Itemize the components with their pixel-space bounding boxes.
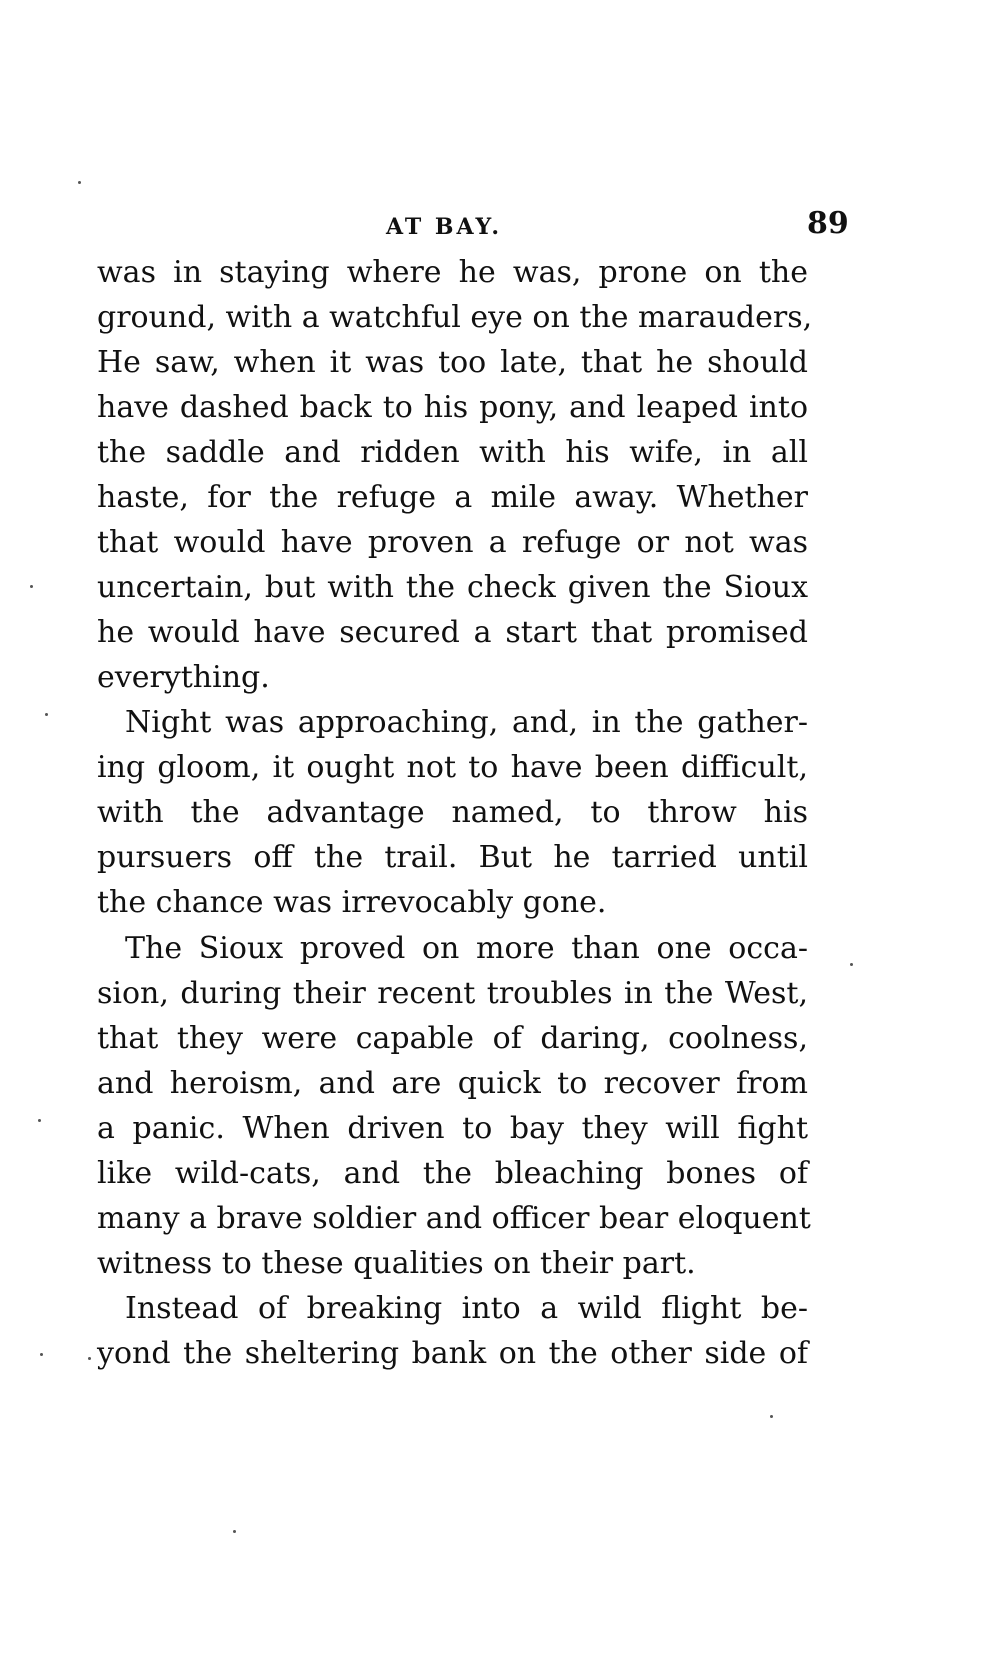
text-line: the saddle and ridden with his wife, in all: [97, 435, 808, 470]
text-line: sion, during their recent troubles in the West,: [97, 976, 808, 1011]
scan-speck: [78, 181, 81, 184]
page-number: 89: [807, 206, 849, 241]
text-line: a panic. When driven to bay they will fight: [97, 1111, 808, 1146]
text-line: He saw, when it was too late, that he should: [97, 345, 808, 380]
scan-speck: [45, 713, 48, 716]
text-line: the chance was irrevocably gone.: [97, 885, 607, 920]
text-line: like wild-cats, and the bleaching bones of: [97, 1156, 808, 1191]
scan-speck: [770, 1415, 773, 1418]
text-line: he would have secured a start that promised: [97, 615, 808, 650]
text-line: have dashed back to his pony, and leaped into: [97, 390, 808, 425]
paragraph-first-line: Instead of breaking into a wild flight be-: [125, 1291, 808, 1326]
text-line: uncertain, but with the check given the Sioux: [97, 570, 808, 605]
scan-speck: [38, 1119, 41, 1122]
paragraph-first-line: Night was approaching, and, in the gather-: [125, 705, 808, 740]
text-line: many a brave soldier and officer bear eloquent: [97, 1201, 811, 1236]
scan-speck: [88, 1357, 91, 1360]
running-title: AT BAY.: [386, 214, 502, 240]
text-line: with the advantage named, to throw his: [97, 795, 808, 830]
text-line: haste, for the refuge a mile away. Whether: [97, 480, 808, 515]
text-line: that they were capable of daring, coolness,: [97, 1021, 808, 1056]
scan-speck: [850, 963, 853, 966]
running-head: [0, 208, 995, 248]
text-line: everything.: [97, 660, 270, 695]
text-line: ground, with a watchful eye on the marauders,: [97, 300, 813, 335]
scan-speck: [40, 1353, 43, 1356]
paragraph-first-line: The Sioux proved on more than one occa-: [125, 931, 808, 966]
text-line: was in staying where he was, prone on the: [97, 255, 808, 290]
text-line: and heroism, and are quick to recover from: [97, 1066, 808, 1101]
text-line: that would have proven a refuge or not was: [97, 525, 808, 560]
text-line: ing gloom, it ought not to have been difficult,: [97, 750, 808, 785]
scan-speck: [30, 585, 33, 588]
scan-speck: [233, 1530, 236, 1533]
text-line: pursuers off the trail. But he tarried until: [97, 840, 808, 875]
text-line: yond the sheltering bank on the other side of: [97, 1336, 808, 1371]
text-line: witness to these qualities on their part.: [97, 1246, 696, 1281]
